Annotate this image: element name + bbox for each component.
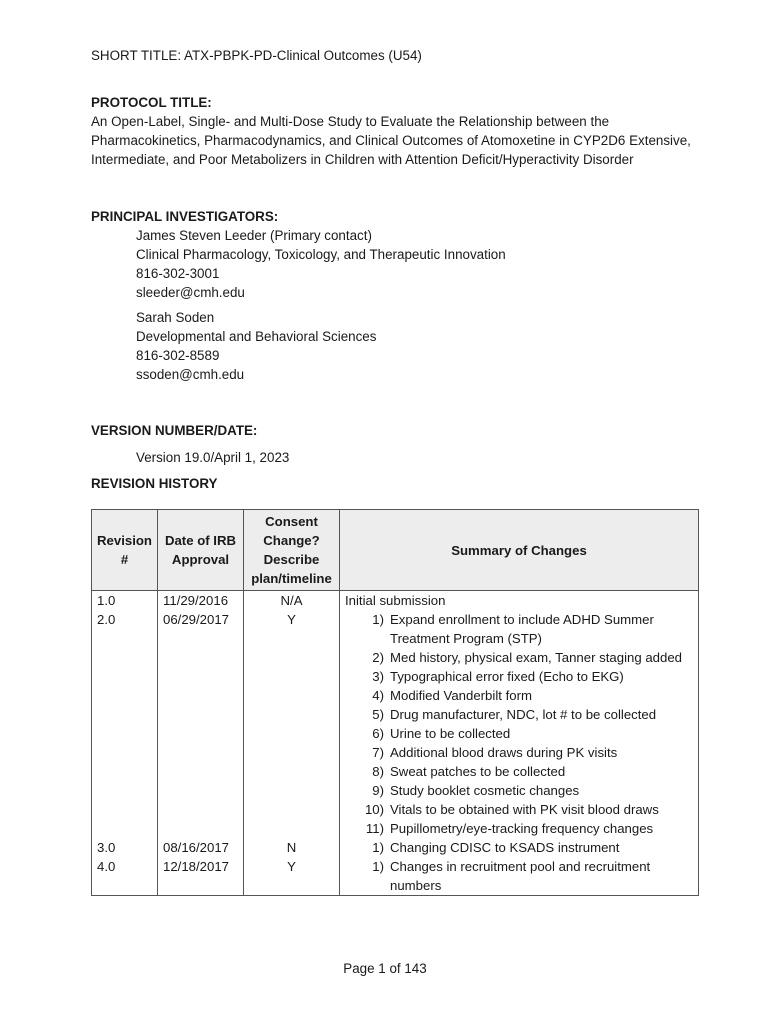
list-item	[345, 838, 693, 857]
cell-consent: Y	[244, 857, 340, 896]
item-number: 1)	[372, 859, 384, 874]
item-number: 6)	[372, 726, 384, 741]
cell-revision: 4.0	[92, 857, 158, 896]
version-section	[91, 421, 289, 467]
item-text: Vitals to be obtained with PK visit blood draws	[390, 802, 659, 817]
header-revision: Revision #	[92, 510, 158, 591]
cell-consent: N	[244, 838, 340, 857]
item-number: 3)	[372, 669, 384, 684]
item-number: 7)	[372, 745, 384, 760]
item-number: 1)	[372, 612, 384, 627]
cell-summary: Initial submission	[340, 591, 699, 611]
list-item	[345, 705, 693, 724]
list-item	[345, 819, 693, 838]
item-number: 2)	[372, 650, 384, 665]
item-number: 1)	[372, 840, 384, 855]
investigator-name: Sarah Soden	[136, 310, 215, 325]
cell-revision: 3.0	[92, 838, 158, 857]
item-text: Sweat patches to be collected	[390, 764, 566, 779]
cell-date: 06/29/2017	[158, 610, 244, 838]
header-consent: Consent Change? Describe plan/timeline	[244, 510, 340, 591]
investigator	[136, 308, 506, 384]
version-label: VERSION NUMBER/DATE:	[91, 423, 258, 438]
change-list	[345, 857, 693, 895]
item-text: Additional blood draws during PK visits	[390, 745, 618, 760]
investigator-department: Clinical Pharmacology, Toxicology, and Therapeutic Innovation	[136, 247, 506, 262]
item-text: Typographical error fixed (Echo to EKG)	[390, 669, 624, 684]
investigator	[136, 226, 506, 302]
investigator-phone: 816-302-3001	[136, 266, 220, 281]
item-number: 5)	[372, 707, 384, 722]
protocol-title-label: PROTOCOL TITLE:	[91, 95, 212, 110]
investigator-name: James Steven Leeder (Primary contact)	[136, 228, 372, 243]
item-number: 10)	[364, 802, 384, 817]
item-text: Modified Vanderbilt form	[390, 688, 532, 703]
principal-investigators-section	[91, 207, 506, 384]
cell-date: 11/29/2016	[158, 591, 244, 611]
revision-history-label: REVISION HISTORY	[91, 476, 218, 491]
page-number-footer: Page 1 of 143	[343, 961, 427, 976]
item-text: Changing CDISC to KSADS instrument	[390, 840, 620, 855]
table-row	[92, 838, 699, 857]
table-row	[92, 857, 699, 896]
item-text: Pupillometry/eye-tracking frequency changes	[390, 821, 654, 836]
investigator-phone: 816-302-8589	[136, 348, 220, 363]
item-number: 8)	[372, 764, 384, 779]
item-text: Urine to be collected	[390, 726, 511, 741]
version-value: Version 19.0/April 1, 2023	[136, 450, 290, 465]
cell-consent: N/A	[244, 591, 340, 611]
list-item	[345, 800, 693, 819]
list-item	[345, 762, 693, 781]
list-item	[345, 743, 693, 762]
cell-summary	[340, 610, 699, 838]
list-item	[345, 724, 693, 743]
list-item	[345, 857, 693, 895]
list-item	[345, 781, 693, 800]
list-item	[345, 667, 693, 686]
header-summary: Summary of Changes	[340, 510, 699, 591]
change-list	[345, 610, 693, 838]
item-text: Med history, physical exam, Tanner staging added	[390, 650, 682, 665]
item-number: 4)	[372, 688, 384, 703]
list-item	[345, 610, 693, 648]
protocol-title-text: An Open-Label, Single- and Multi-Dose Study to Evaluate the Relationship between the Pharmacokinetics, Pharmacodynamics, and Clinical Outcomes of Atomoxetine in CYP2D6 Extensive, Intermediate, and Poor Metabolizers in Children with Attention Deficit/Hyperactivity Disorder	[91, 114, 691, 167]
cell-date: 08/16/2017	[158, 838, 244, 857]
cell-consent: Y	[244, 610, 340, 838]
item-number: 11)	[365, 821, 384, 836]
change-list	[345, 838, 693, 857]
item-text: Expand enrollment to include ADHD Summer Treatment Program (STP)	[390, 612, 654, 646]
investigator-department: Developmental and Behavioral Sciences	[136, 329, 377, 344]
revision-history-table	[91, 509, 699, 896]
header-date: Date of IRB Approval	[158, 510, 244, 591]
item-number: 9)	[372, 783, 384, 798]
table-row	[92, 591, 699, 611]
investigator-email: ssoden@cmh.edu	[136, 367, 245, 382]
cell-revision: 2.0	[92, 610, 158, 838]
investigator-email: sleeder@cmh.edu	[136, 285, 245, 300]
item-text: Drug manufacturer, NDC, lot # to be collected	[390, 707, 657, 722]
short-title: SHORT TITLE: ATX-PBPK-PD-Clinical Outcomes (U54)	[91, 48, 422, 63]
cell-date: 12/18/2017	[158, 857, 244, 896]
list-item	[345, 648, 693, 667]
cell-summary	[340, 857, 699, 896]
item-text: Changes in recruitment pool and recruitment numbers	[390, 859, 651, 893]
list-item	[345, 686, 693, 705]
protocol-title-section	[91, 93, 691, 169]
cell-summary	[340, 838, 699, 857]
table-header-row	[92, 510, 699, 591]
principal-investigators-label: PRINCIPAL INVESTIGATORS:	[91, 209, 279, 224]
cell-revision: 1.0	[92, 591, 158, 611]
item-text: Study booklet cosmetic changes	[390, 783, 580, 798]
table-row	[92, 610, 699, 838]
